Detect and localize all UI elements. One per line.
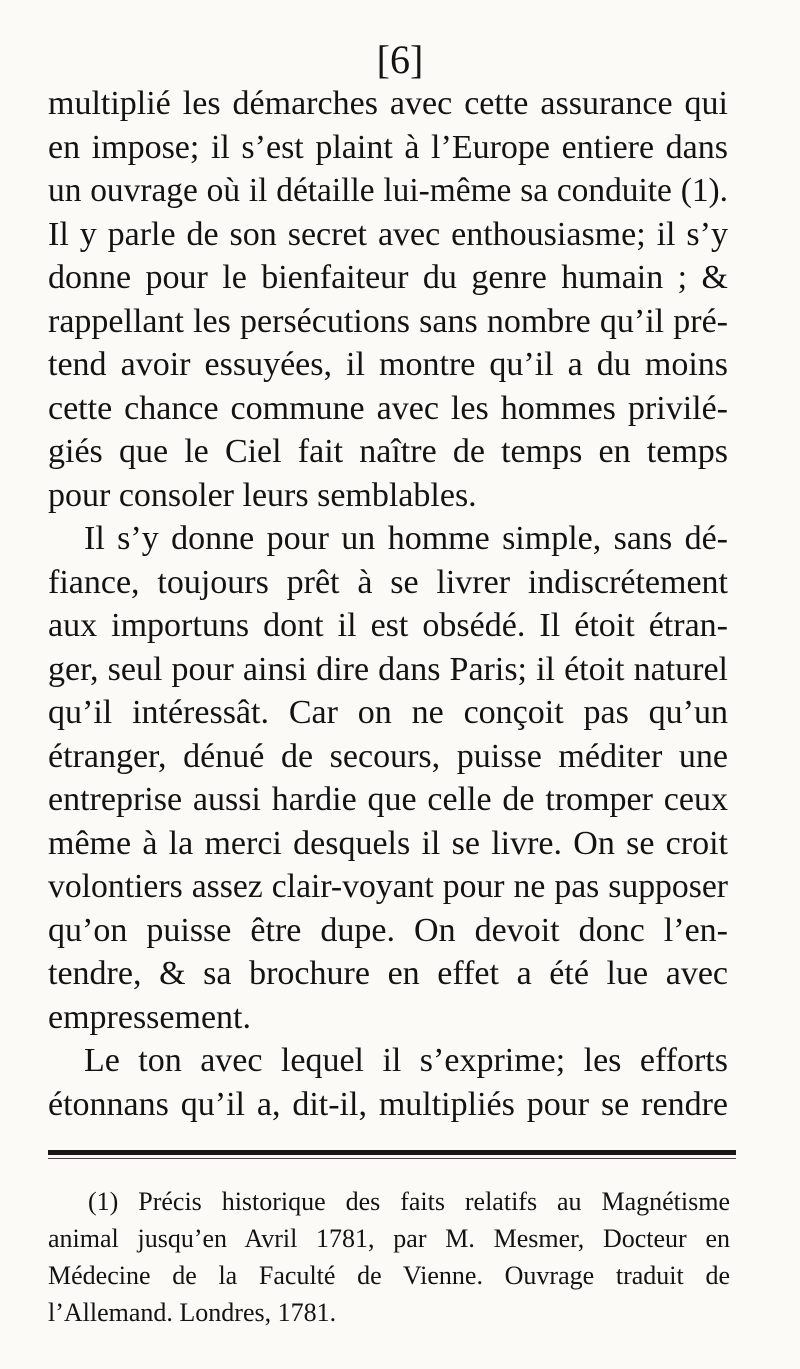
- text-line: fiance, toujours prêt à se livrer indiscrétement: [48, 563, 728, 601]
- text-line: cette chance commune avec les hommes privilé-: [48, 389, 728, 427]
- text-line: entreprise aussi hardie que celle de tromper ceux: [48, 781, 728, 818]
- text-line: tend avoir essuyées, il montre qu’il a du moins: [48, 346, 728, 383]
- footnote-line: animal jusqu’en Avril 1781, par M. Mesmer, Docteur en: [48, 1224, 730, 1253]
- text-line: un ouvrage où il détaille lui-même sa conduite (1).: [48, 172, 728, 209]
- text-line: donne pour le bienfaiteur du genre humain ; &: [48, 259, 728, 296]
- text-line: étonnans qu’il a, dit-il, multipliés pour se rendre: [48, 1085, 728, 1123]
- footnote-line: (1) Précis historique des faits relatifs au Magnétisme: [88, 1187, 730, 1216]
- text-line: qu’on puisse être dupe. On devoit donc l’en-: [48, 911, 728, 949]
- page-number: [6]: [376, 37, 424, 82]
- text-line: giés que le Ciel fait naître de temps en temps: [48, 433, 728, 470]
- footnote: [48, 1183, 730, 1331]
- text-line: aux importuns dont il est obsédé. Il étoit étran-: [48, 607, 728, 644]
- text-line: Il s’y donne pour un homme simple, sans dé-: [84, 520, 728, 557]
- footnote-line: Médecine de la Faculté de Vienne. Ouvrage traduit de: [48, 1261, 730, 1290]
- footnote-divider: [48, 1150, 736, 1155]
- text-line: Le ton avec lequel il s’exprime; les efforts: [84, 1042, 728, 1079]
- text-line: ger, seul pour ainsi dire dans Paris; il étoit naturel: [48, 650, 728, 688]
- text-line: tendre, & sa brochure en effet a été lue avec: [48, 955, 728, 992]
- text-line: même à la merci desquels il se livre. On se croit: [48, 824, 728, 862]
- body-text: [48, 82, 728, 1126]
- text-line: volontiers assez clair-voyant pour ne pas supposer: [48, 868, 728, 905]
- text-line: qu’il intéressât. Car on ne conçoit pas qu’un: [48, 694, 728, 731]
- text-line: étranger, dénué de secours, puisse méditer une: [48, 737, 728, 775]
- text-line: rappellant les persécutions sans nombre qu’il pré-: [48, 302, 728, 340]
- text-line: multiplié les démarches avec cette assurance qui: [48, 85, 728, 122]
- footnote-line: l’Allemand. Londres, 1781.: [48, 1298, 337, 1327]
- text-line: Il y parle de son secret avec enthousiasme; il s’y: [48, 215, 728, 253]
- text-line: empressement.: [48, 998, 251, 1036]
- text-line: en impose; il s’est plaint à l’Europe entiere dans: [48, 128, 728, 166]
- text-line: pour consoler leurs semblables.: [48, 476, 477, 514]
- footnote-divider-thin: [48, 1158, 736, 1159]
